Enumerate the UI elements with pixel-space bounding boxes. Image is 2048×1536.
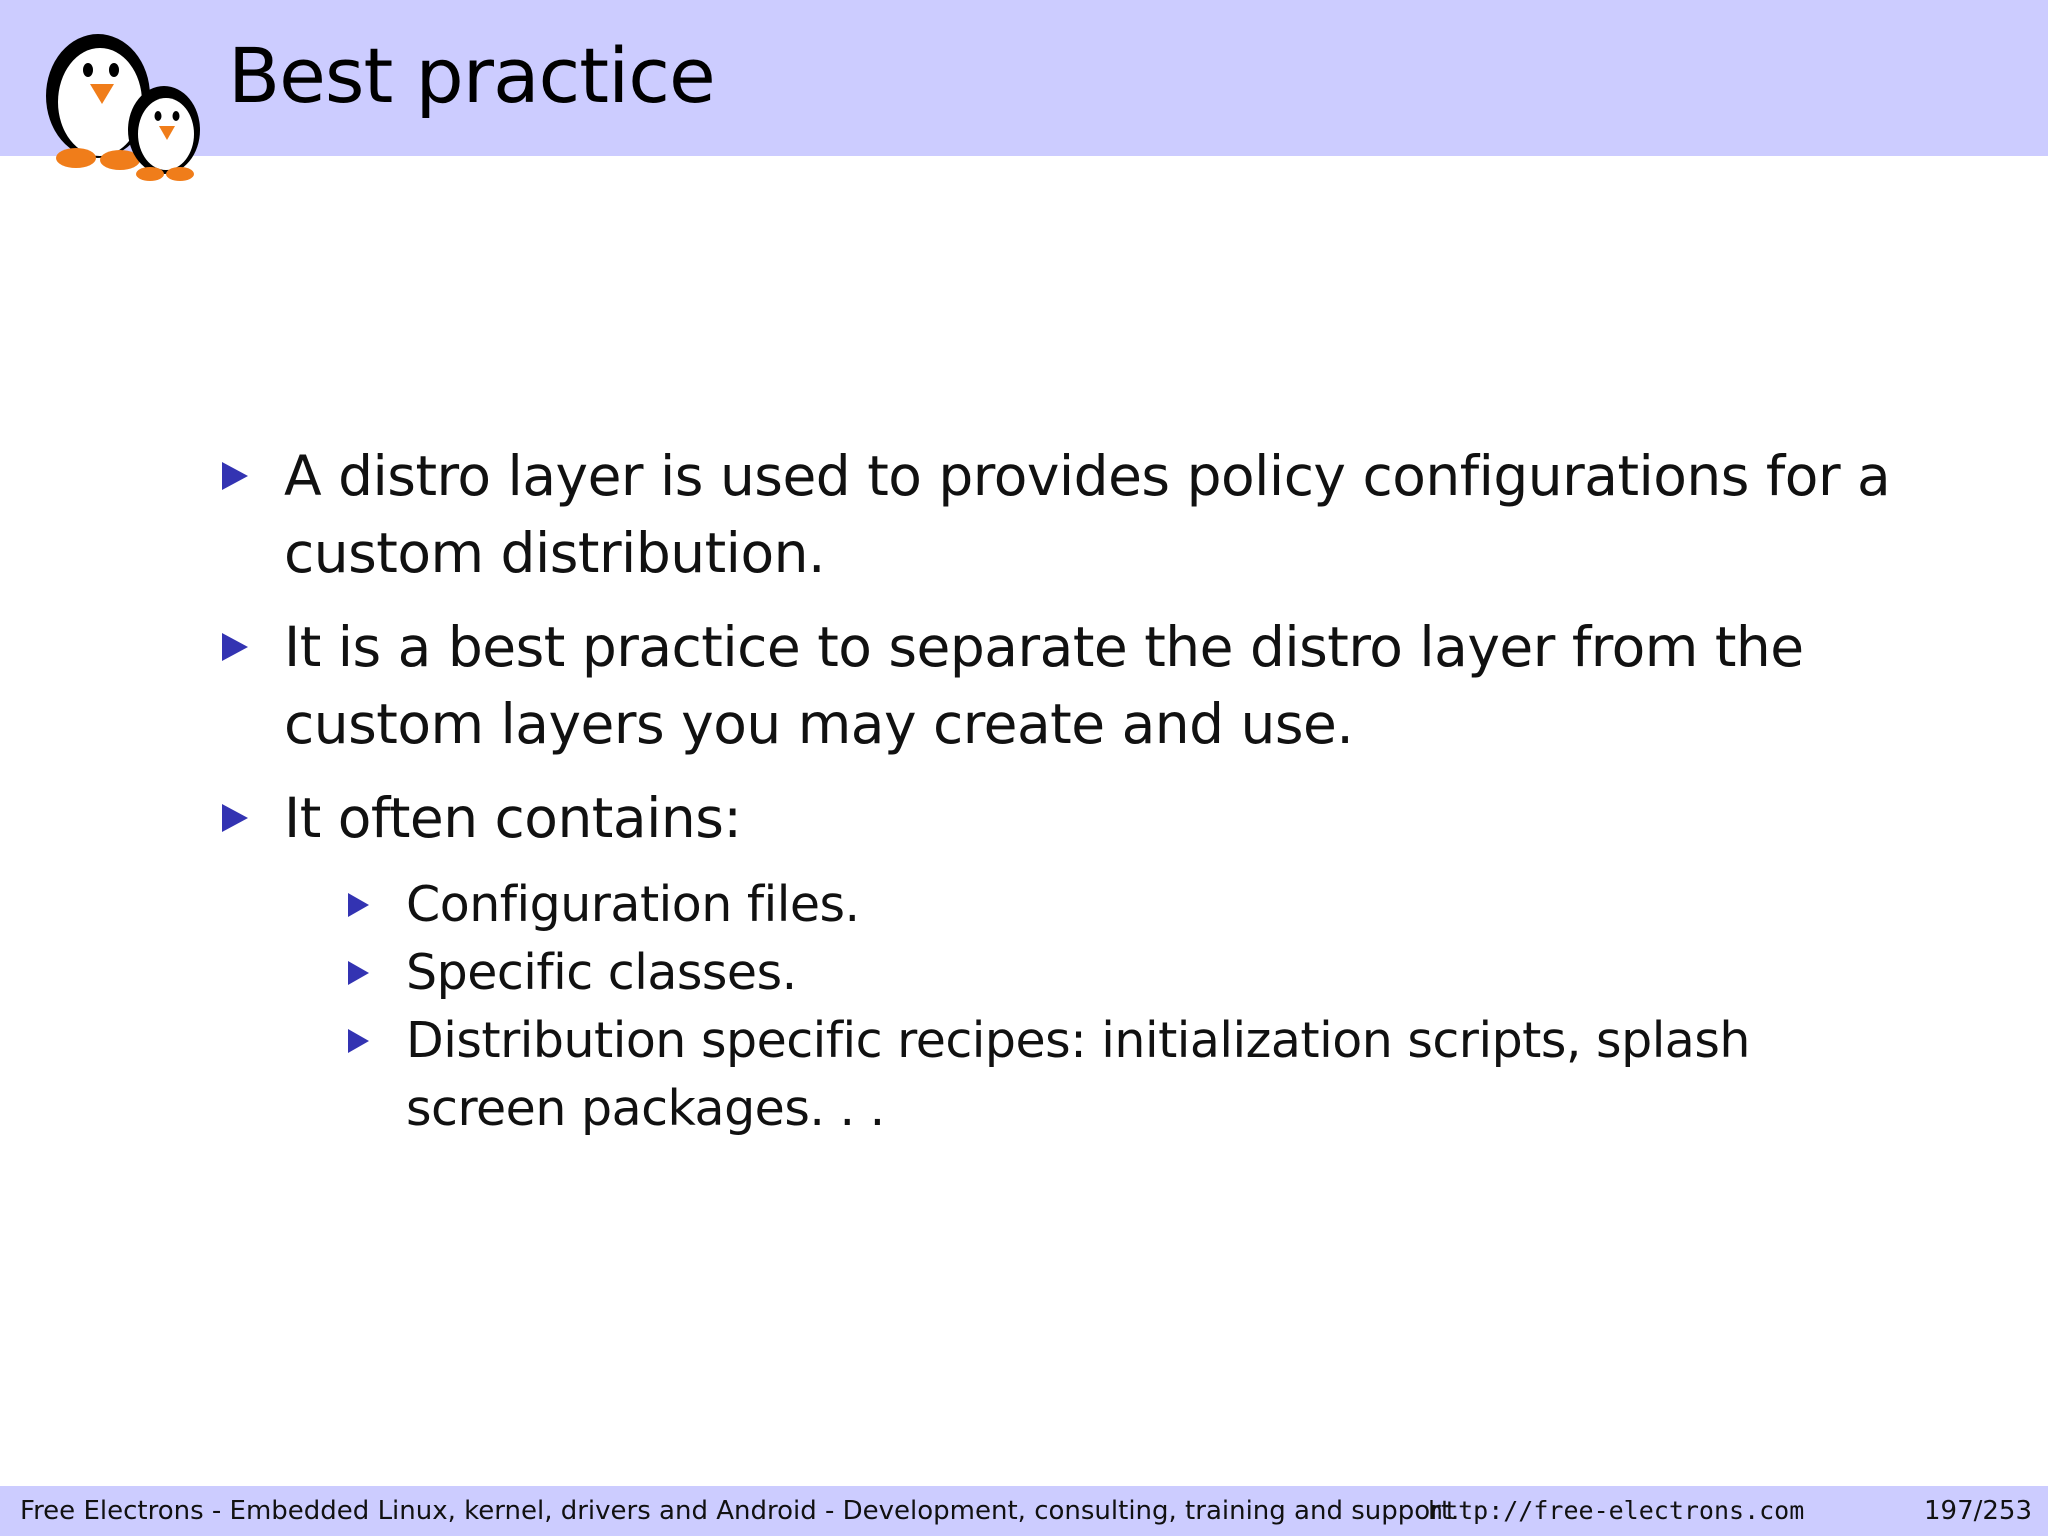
- sub-bullet-text: Configuration files.: [406, 876, 860, 933]
- bullet-text: It is a best practice to separate the distro layer from the custom layers you may create and use.: [284, 615, 1804, 756]
- sub-bullet-text: Distribution specific recipes: initialization scripts, splash screen packages. . .: [406, 1012, 1750, 1137]
- triangle-bullet-icon: [222, 462, 248, 490]
- bullet-text: It often contains:: [284, 786, 742, 850]
- sub-bullet-item: [342, 939, 1922, 1007]
- sub-bullet-text: Specific classes.: [406, 944, 797, 1001]
- sub-bullet-item: [342, 1007, 1922, 1143]
- bullet-text: A distro layer is used to provides policy configurations for a custom distribution.: [284, 444, 1891, 585]
- slide-content: [220, 438, 1920, 1143]
- slide-title: Best practice: [228, 31, 715, 120]
- footer-text: Free Electrons - Embedded Linux, kernel, drivers and Android - Development, consulting, training and support.: [20, 1496, 1460, 1526]
- triangle-bullet-icon: [222, 804, 248, 832]
- bullet-item: [220, 609, 1920, 763]
- triangle-bullet-icon: [348, 1029, 369, 1053]
- penguin-logo-icon: [30, 18, 210, 188]
- triangle-bullet-icon: [348, 893, 369, 917]
- bullet-item: [220, 438, 1920, 592]
- sub-bullet-list: [342, 871, 1922, 1143]
- slide-footer: [0, 1486, 2048, 1536]
- footer-url[interactable]: http://free-electrons.com: [1428, 1496, 1805, 1525]
- bullet-item: [220, 780, 1920, 857]
- triangle-bullet-icon: [348, 961, 369, 985]
- triangle-bullet-icon: [222, 633, 248, 661]
- page-number: 197/253: [1923, 1496, 2032, 1526]
- sub-bullet-item: [342, 871, 1922, 939]
